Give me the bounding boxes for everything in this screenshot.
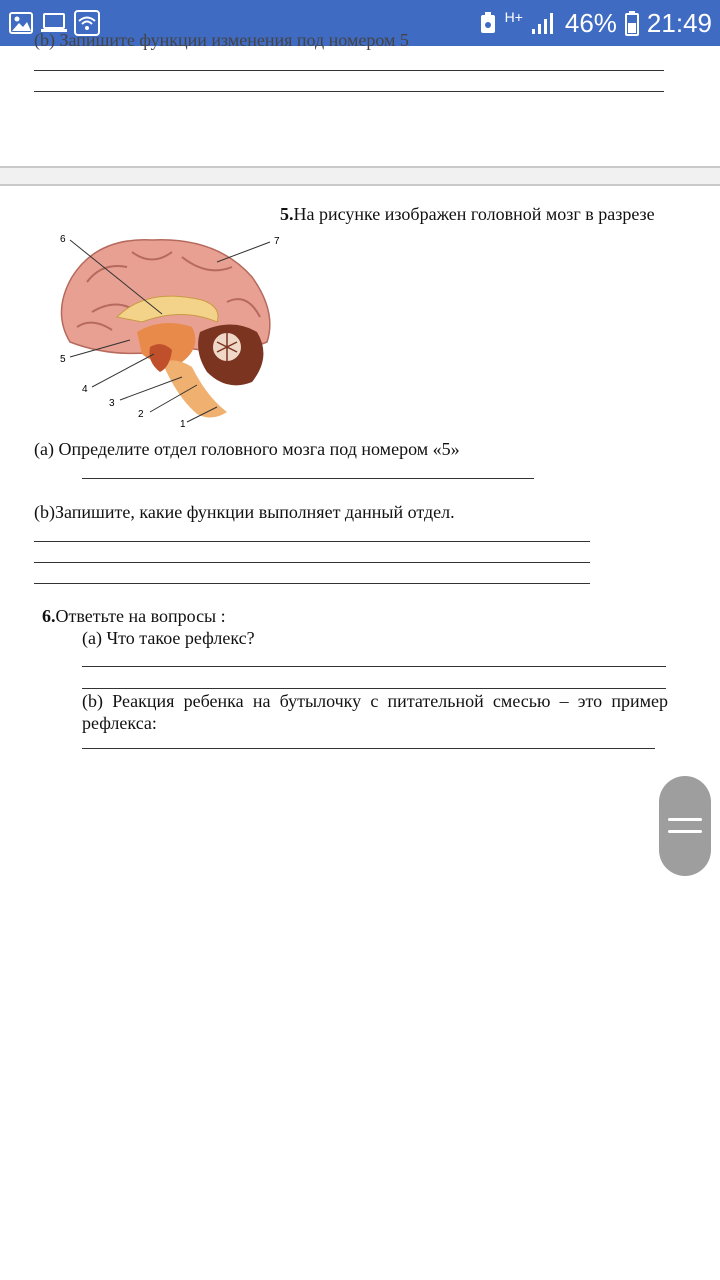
answer-line	[82, 748, 655, 749]
answer-line	[82, 688, 666, 689]
diagram-label-5: 5	[60, 354, 66, 365]
answer-line	[34, 583, 590, 584]
answer-line	[82, 666, 666, 667]
question-text: Ответьте на вопросы :	[55, 606, 226, 626]
answer-line	[34, 541, 590, 542]
question-5b-text: (b)Запишите, какие функции выполняет данный отдел.	[34, 502, 455, 522]
question-text: На рисунке изображен головной мозг в разрезе	[293, 204, 655, 224]
question-5-heading	[280, 204, 655, 225]
answer-line	[34, 70, 664, 71]
diagram-label-2: 2	[138, 409, 144, 420]
question-6-heading	[42, 606, 226, 627]
diagram-label-4: 4	[82, 384, 88, 395]
document-viewer[interactable]	[0, 30, 720, 1280]
question-number: 5.	[280, 204, 294, 224]
brain-diagram	[32, 222, 287, 432]
scroll-handle[interactable]	[659, 776, 711, 876]
question-5a-text: (a) Определите отдел головного мозга под номером «5»	[34, 439, 460, 459]
clock: 21:49	[646, 7, 712, 38]
battery-icon	[625, 10, 639, 36]
diagram-label-6: 6	[60, 234, 66, 245]
network-type: H+	[504, 9, 523, 25]
storage-clean-icon	[479, 11, 497, 35]
signal-icon	[531, 11, 557, 35]
gallery-icon	[8, 10, 34, 36]
battery-percent: 46%	[564, 7, 617, 38]
diagram-label-3: 3	[109, 398, 115, 409]
question-6b-text: (b) Реакция ребенка на бутылочку с питательной смесью – это пример рефлекса:	[82, 691, 668, 733]
answer-line	[34, 91, 664, 92]
question-number: 6.	[42, 606, 56, 626]
question-6a-text: (a) Что такое рефлекс?	[82, 628, 255, 648]
handle-bar-bottom	[668, 830, 702, 833]
page-separator	[0, 166, 720, 186]
answer-line	[82, 478, 534, 479]
handle-bar-top	[668, 818, 702, 821]
diagram-label-7: 7	[274, 236, 280, 247]
answer-line	[34, 562, 590, 563]
cut-off-question-text: (b) Запишите функции изменения под номером 5	[34, 30, 409, 50]
diagram-label-1: 1	[180, 419, 186, 430]
